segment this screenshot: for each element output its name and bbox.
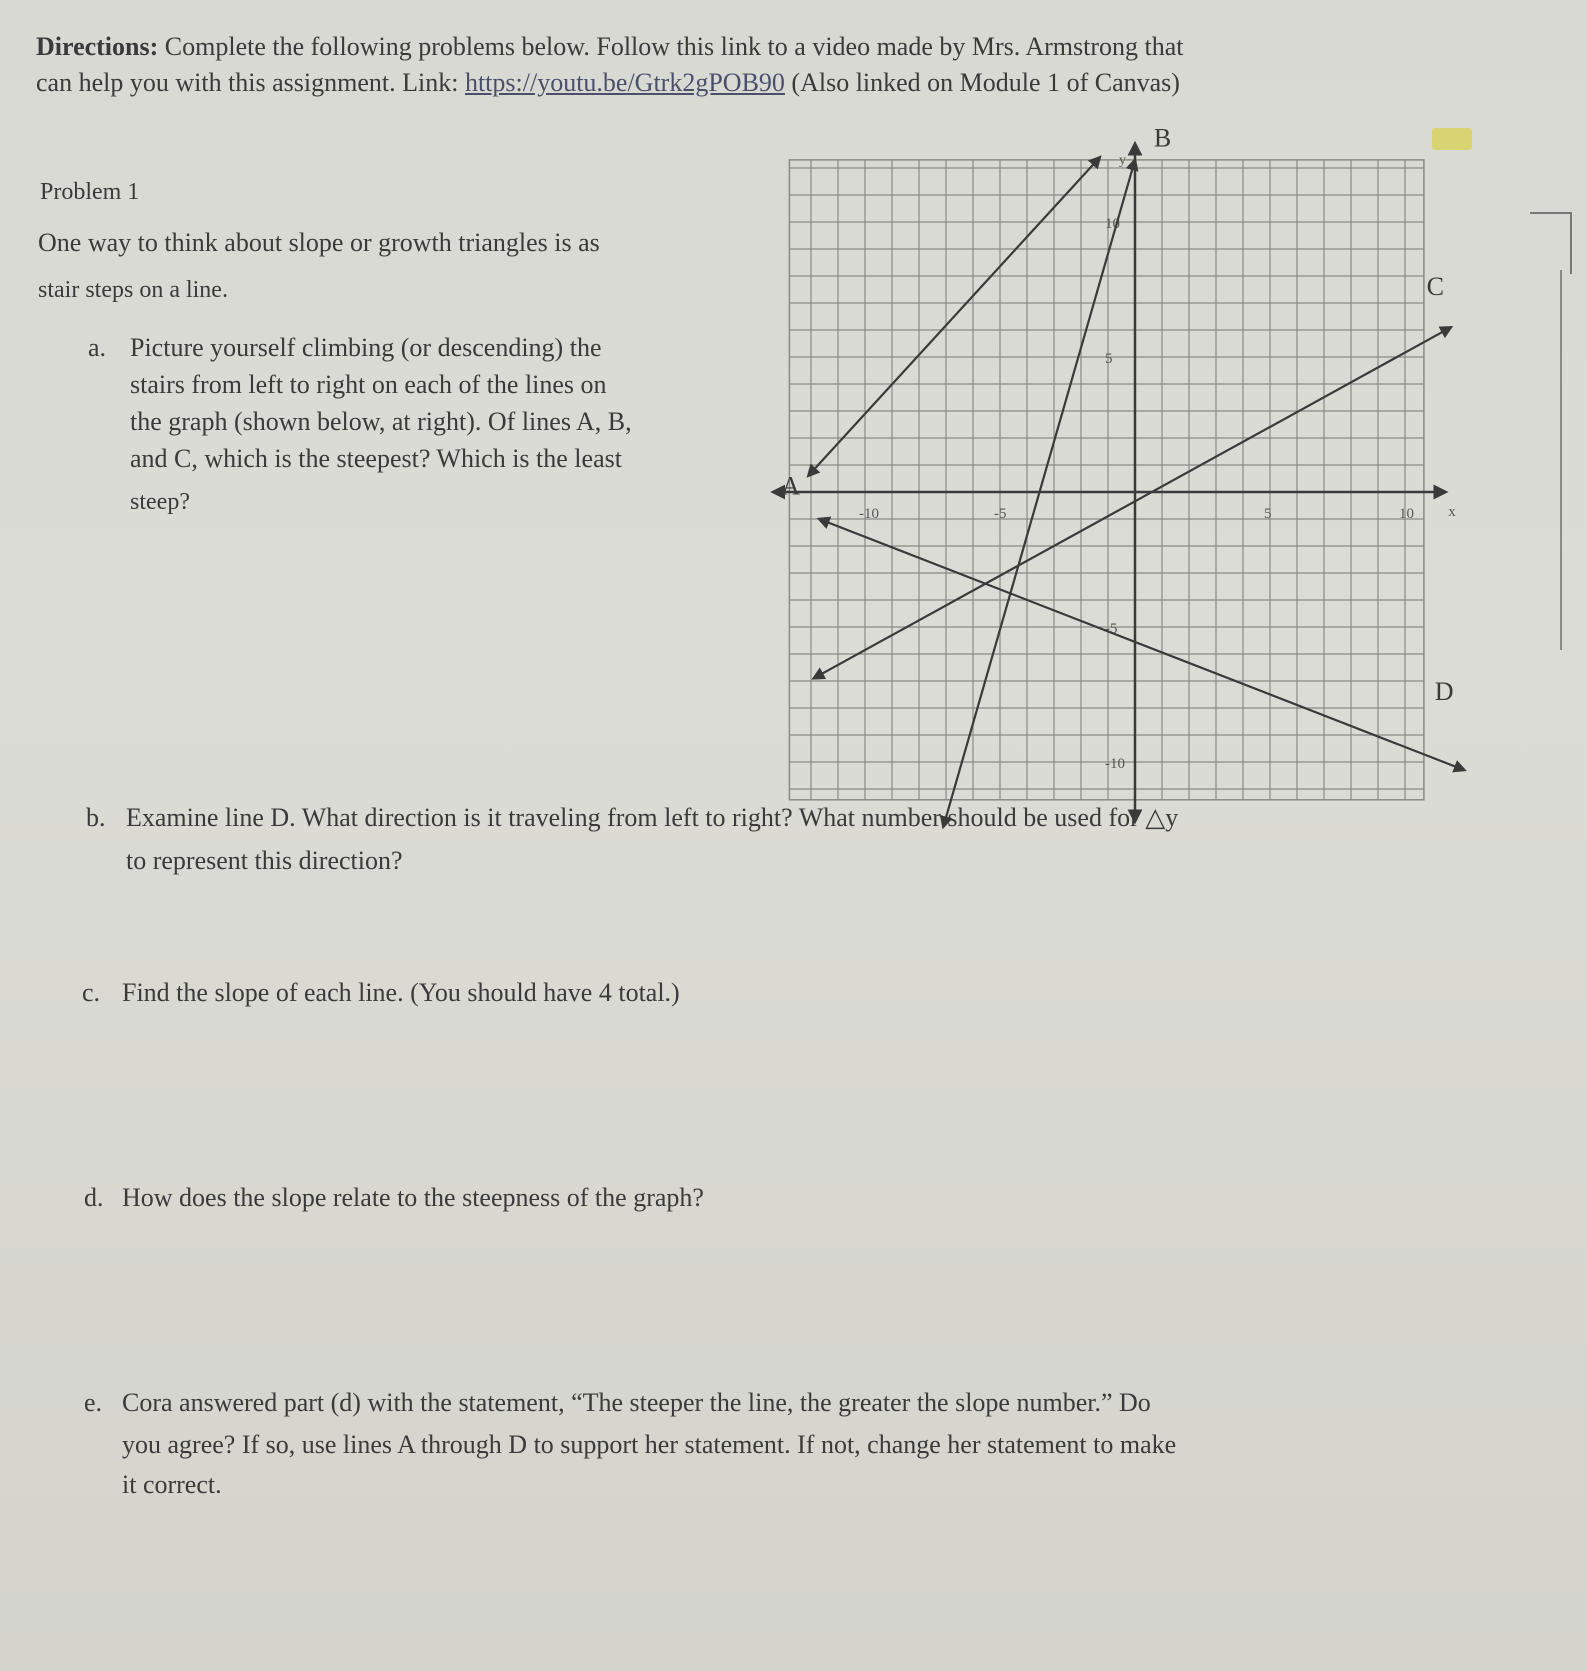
y-tick-label: -10 — [1105, 756, 1125, 772]
line-b — [943, 160, 1135, 827]
y-tick-label: 5 — [1105, 351, 1113, 367]
part-b-line: to represent this direction? — [126, 846, 403, 875]
line-label-b: B — [1153, 123, 1172, 153]
part-e-label: e. — [84, 1388, 103, 1417]
part-a-label: a. — [88, 333, 107, 362]
directions-line-1 — [36, 34, 1184, 60]
part-d-label: d. — [84, 1183, 104, 1212]
part-b-label: b. — [86, 803, 106, 832]
part-a-line: Picture yourself climbing (or descending) the — [130, 333, 602, 362]
line-label-c: C — [1426, 271, 1444, 301]
x-tick-label: 5 — [1264, 506, 1272, 522]
part-d-line: How does the slope relate to the steepness of the graph? — [122, 1183, 704, 1212]
intro-line: stair steps on a line. — [38, 277, 228, 303]
directions-text-3: (Also linked on Module 1 of Canvas) — [791, 68, 1180, 97]
line-label-a: A — [781, 471, 801, 501]
part-c-label: c. — [82, 978, 101, 1007]
margin-line — [1560, 270, 1562, 650]
graph-lines — [781, 123, 1464, 826]
intro-line: One way to think about slope or growth triangles is as — [38, 228, 600, 257]
directions-text-2: can help you with this assignment. Link: — [36, 68, 459, 97]
part-a-line: and C, which is the steepest? Which is the least — [130, 444, 622, 473]
y-tick-label: 10 — [1105, 216, 1120, 232]
margin-bracket — [1530, 212, 1572, 274]
y-tick-label: -5 — [1105, 621, 1118, 637]
part-a-line: the graph (shown below, at right). Of lines A, B, — [130, 407, 632, 436]
y-axis-label: y — [1119, 152, 1126, 168]
line-a — [808, 157, 1100, 476]
line-d — [819, 519, 1464, 770]
part-a-line: steep? — [130, 489, 190, 515]
x-tick-label: 10 — [1399, 506, 1414, 522]
problem-title: Problem 1 — [40, 179, 140, 205]
directions-line-2 — [36, 70, 1180, 96]
directions-text: Complete the following problems below. Follow this link to a video made by Mrs. Armstrong that — [164, 32, 1184, 61]
part-b-line: Examine line D. What direction is it traveling from left to right? What number should be used for △y — [126, 803, 1179, 832]
line-label-d: D — [1434, 676, 1454, 706]
part-e-line: it correct. — [122, 1470, 222, 1499]
graph-tick-labels — [859, 153, 1456, 772]
part-a-line: stairs from left to right on each of the lines on — [130, 370, 607, 399]
part-e-line: Cora answered part (d) with the statement, “The steeper the line, the greater the slope number.” Do — [122, 1388, 1151, 1417]
part-c-line: Find the slope of each line. (You should have 4 total.) — [122, 978, 680, 1007]
line-c — [814, 327, 1451, 678]
video-link[interactable]: https://youtu.be/Gtrk2gPOB90 — [464, 68, 785, 97]
coordinate-graph — [780, 123, 1480, 800]
x-axis-label: x — [1448, 504, 1456, 520]
part-e-line: you agree? If so, use lines A through D to support her statement. If not, change her statement to make — [122, 1430, 1177, 1459]
directions-label: Directions: — [36, 32, 159, 61]
x-tick-label: -10 — [859, 506, 879, 522]
x-tick-label: -5 — [994, 506, 1007, 522]
